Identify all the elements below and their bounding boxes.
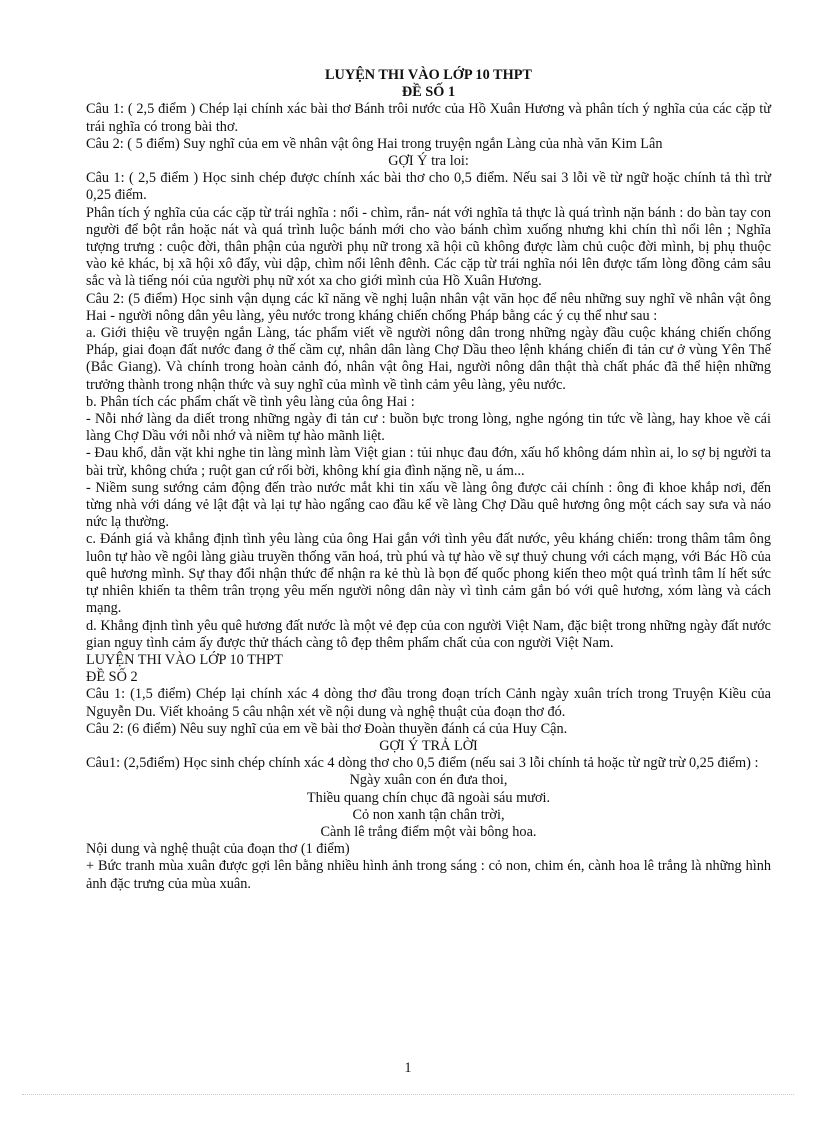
answer-2-b-2: - Đau khổ, dằn vặt khi nghe tin làng mình làm Việt gian : tủi nhục đau đớn, xấu hổ không dám nhìn ai, lo sợ bị người ta bài trừ, không chứa ; ruột gan cứ rối bời, không khí gia đình nặng nề, u ám... bbox=[86, 445, 771, 479]
poem-line: Cỏ non xanh tận chân trời, bbox=[352, 806, 505, 823]
exam2-question-2: Câu 2: (6 điểm) Nêu suy nghĩ của em về bài thơ Đoàn thuyền đánh cá của Huy Cận. bbox=[86, 720, 568, 737]
answer-2-b-3: - Niềm sung sướng cảm động đến trào nước mắt khi tin xấu về làng ông được cải chính : ông đi khoe khắp nơi, đến từng nhà với dáng vẻ lật đật và lại tự hào ngẩng cao đầu kể về làng Chợ Dầu quê hương ông một cách say sưa và náo nức lạ thường. bbox=[86, 479, 771, 531]
answer-2-a: a. Giới thiệu về truyện ngắn Làng, tác phẩm viết về người nông dân trong những ngày đầu cuộc kháng chiến chống Pháp, giai đoạn đất nước đang ở thế cầm cự, nhân dân làng Chợ Dầu theo lệnh kháng chiến đi tản cư ở vùng Yên Thế (Bắc Giang). Và chính trong hoàn cảnh đó, nhân vật ông Hai, người nông dân thật thà chất phác đã thể hiện những trưởng thành trong nhận thức và suy nghĩ của mình về tình cảm yêu làng, yêu nước. bbox=[86, 325, 771, 393]
poem-line: Cành lê trắng điểm một vài bông hoa. bbox=[320, 823, 537, 840]
exam-title: LUYỆN THI VÀO LỚP 10 THPT bbox=[325, 67, 532, 83]
content-art-heading: Nội dung và nghệ thuật của đoạn thơ (1 điểm) bbox=[86, 841, 350, 858]
poem-block bbox=[86, 772, 771, 841]
exam-number-2: ĐỀ SỐ 2 bbox=[86, 669, 138, 686]
answer-1-analysis: Phân tích ý nghĩa của các cặp từ trái nghĩa : nổi - chìm, rắn- nát với nghĩa tả thực là quá trình nặn bánh : do bàn tay con người để bột rắn hoặc nát và quá trình luộc bánh mới cho vào bánh chìm xuống nhưng khi chín thì nổi lên ; Nghĩa tượng trưng : cuộc đời, thân phận của người phụ nữ trong xã hội cũ không được làm chủ cuộc đời mình, bị phụ thuộc vào kẻ khác, bị xã hội xô đẩy, vùi dập, chìm nổi lênh đênh. Các cặp từ trái nghĩa nói lên được tấm lòng đồng cảm sâu sắc và là tiếng nói của người phụ nữ xót xa cho giới mình của Hồ Xuân Hương. bbox=[86, 204, 771, 290]
exam2-answer-1: Câu1: (2,5điểm) Học sinh chép chính xác 4 dòng thơ cho 0,5 điểm (nếu sai 3 lỗi chính tả hoặc từ ngữ trừ 0,25 điểm) : bbox=[86, 755, 759, 772]
exam2-question-1: Câu 1: (1,5 điểm) Chép lại chính xác 4 dòng thơ đầu trong đoạn trích Cảnh ngày xuân trích trong Truyện Kiều của Nguyễn Du. Viết khoảng 5 câu nhận xét về nội dung và nghệ thuật của đoạn thơ đó. bbox=[86, 686, 771, 720]
answer-heading-1: GỢI Ý tra loi: bbox=[388, 153, 469, 170]
poem-line: Ngày xuân con én đưa thoi, bbox=[349, 772, 508, 789]
answer-2-c: c. Đánh giá và khẳng định tình yêu làng của ông Hai gắn với tình yêu đất nước, yêu kháng chiến: trong thâm tâm ông luôn tự hào về ngôi làng giàu truyền thống văn hoá, trù phú và tự hào về sự thuỷ chung với cách mạng, với Bác Hồ của quê hương mình. Sự thay đổi nhận thức để nhận ra kẻ thù là bọn đế quốc phong kiến theo một quá trình tâm lí hết sức tự nhiên khiến ta thêm trân trọng yêu mến người nông dân này vì tình cảm gắn bó với quê hương, xóm làng và cách mạng. bbox=[86, 531, 771, 617]
answer-2-b: b. Phân tích các phẩm chất về tình yêu làng của ông Hai : bbox=[86, 393, 415, 410]
exam-title-2: LUYỆN THI VÀO LỚP 10 THPT bbox=[86, 651, 283, 668]
answer-heading-2: GỢI Ý TRẢ LỜI bbox=[379, 737, 478, 754]
document-body bbox=[86, 67, 771, 893]
answer-2-b-1: - Nỗi nhớ làng da diết trong những ngày đi tản cư : buồn bực trong lòng, nghe ngóng tin tức về làng, hay khoe về cái làng Chợ Dầu với nỗi nhớ và niềm tự hào mãnh liệt. bbox=[86, 411, 771, 445]
question-2: Câu 2: ( 5 điểm) Suy nghĩ của em về nhân vật ông Hai trong truyện ngắn Làng của nhà văn Kim Lân bbox=[86, 135, 663, 152]
answer-2-d: d. Khẳng định tình yêu quê hương đất nước là một vẻ đẹp của con người Việt Nam, đặc biệt trong những ngày đất nước gian nguy tình cảm ấy được thử thách càng tô đẹp thêm phẩm chất của con người Việt Nam. bbox=[86, 617, 771, 651]
page-bottom-divider bbox=[22, 1094, 794, 1095]
exam-number-1: ĐỀ SỐ 1 bbox=[401, 84, 456, 101]
spring-picture-note: + Bức tranh mùa xuân được gợi lên bằng nhiều hình ảnh trong sáng : cỏ non, chim én, cành hoa lê trắng là những hình ảnh đặc trưng của mùa xuân. bbox=[86, 858, 771, 892]
answer-2: Câu 2: (5 điểm) Học sinh vận dụng các kĩ năng về nghị luận nhân vật văn học để nêu những suy nghĩ về nhân vật ông Hai - người nông dân yêu làng, yêu nước trong kháng chiến chống Pháp bằng các ý cụ thể như sau : bbox=[86, 290, 771, 324]
poem-line: Thiều quang chín chục đã ngoài sáu mươi. bbox=[306, 789, 551, 806]
page-number: 1 bbox=[404, 1060, 412, 1076]
answer-1: Câu 1: ( 2,5 điểm ) Học sinh chép được chính xác bài thơ cho 0,5 điểm. Nếu sai 3 lỗi về từ ngữ hoặc chính tả thì trừ 0,25 điểm. bbox=[86, 170, 771, 204]
question-1: Câu 1: ( 2,5 điểm ) Chép lại chính xác bài thơ Bánh trôi nước của Hồ Xuân Hương và phân tích ý nghĩa của các cặp từ trái nghĩa có trong bài thơ. bbox=[86, 101, 771, 135]
